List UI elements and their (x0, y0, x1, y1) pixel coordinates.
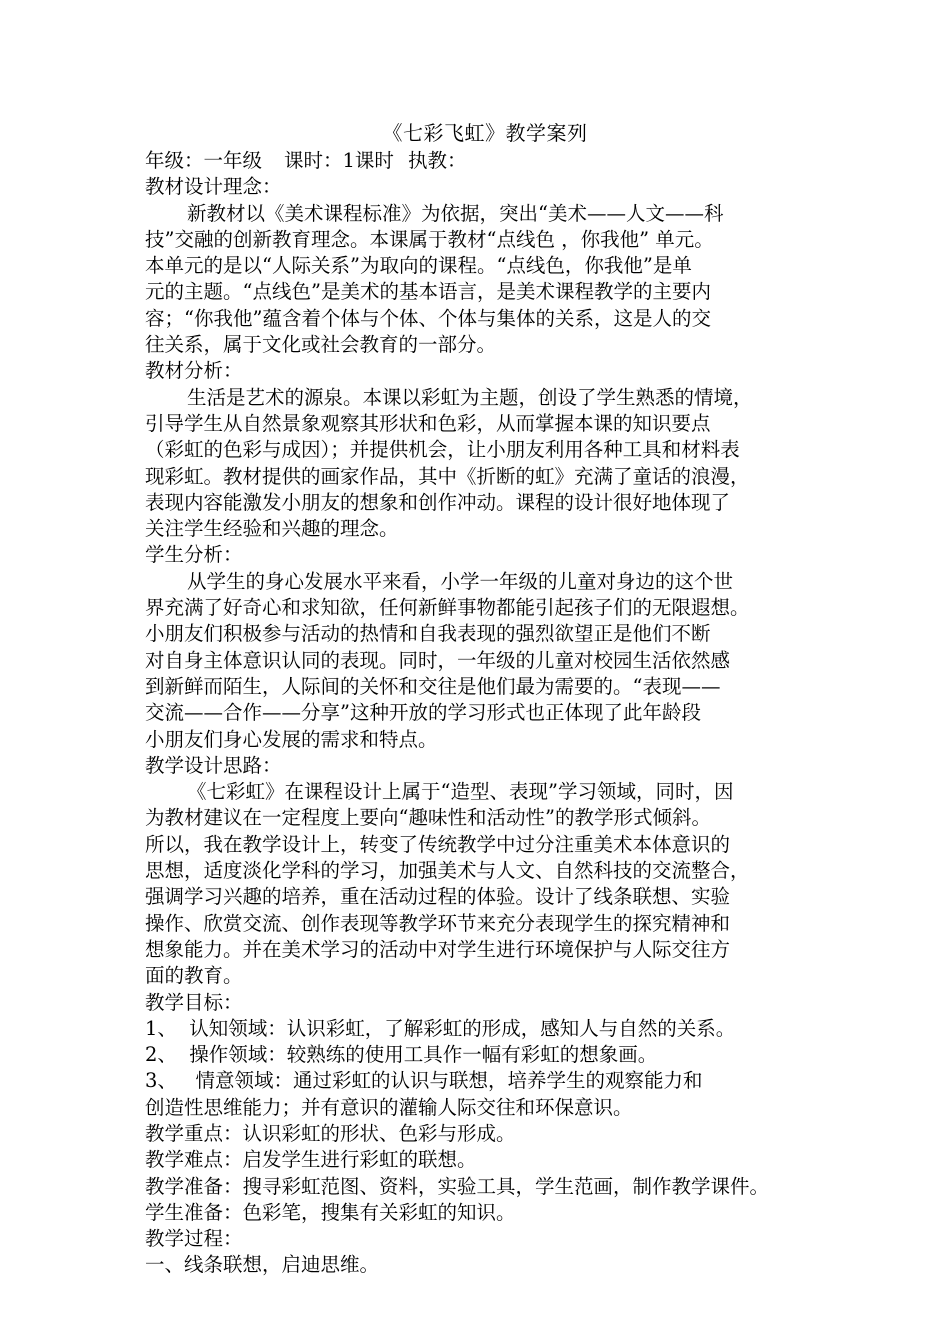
paragraph-line: 小朋友们身心发展的需求和特点。 (145, 727, 438, 751)
process-step-heading: 一、线条联想，启迪思维。 (145, 1253, 380, 1277)
paragraph-line: 往关系，属于文化或社会教育的一部分。 (145, 333, 497, 357)
paragraph-line: 现彩虹。教材提供的画家作品，其中《折断的虹》充满了童话的浪漫， (145, 464, 750, 488)
section-heading-design-concept: 教材设计理念： (145, 175, 282, 199)
meta-line (145, 148, 825, 174)
paragraph-line: 新教材以《美术课程标准》为依据，突出“美术——人文——科 (187, 201, 724, 225)
teacher-label: 执教： (407, 149, 467, 172)
section-heading-textbook-analysis: 教材分析： (145, 359, 243, 383)
paragraph-line: 交流——合作——分享”这种开放的学习形式也正体现了此年龄段 (145, 701, 701, 725)
paragraph-line: 面的教育。 (145, 964, 243, 988)
paragraph-line: 元的主题。“点线色”是美术的基本语言，是美术课程教学的主要内 (145, 280, 711, 304)
goal-item: 2、 操作领域：较熟练的使用工具作一幅有彩虹的想象画。 (145, 1043, 658, 1067)
teaching-difficulty: 教学难点：启发学生进行彩虹的联想。 (145, 1148, 477, 1172)
paragraph-line: 表现内容能激发小朋友的想象和创作冲动。课程的设计很好地体现了 (145, 490, 731, 514)
paragraph-line: 对自身主体意识认同的表现。同时，一年级的儿童对校园生活依然感 (145, 648, 731, 672)
paragraph-line: 为教材建议在一定程度上要向“趣味性和活动性”的教学形式倾斜。 (145, 806, 711, 830)
paragraph-line: 所以，我在教学设计上，转变了传统教学中过分注重美术本体意识的 (145, 832, 731, 856)
paragraph-line: 《七彩虹》在课程设计上属于“造型、表现”学习领域，同时，因 (187, 780, 734, 804)
paragraph-line: 操作、欣赏交流、创作表现等教学环节来充分表现学生的探究精神和 (145, 911, 731, 935)
goal-item: 1、 认知领域：认识彩虹，了解彩虹的形成，感知人与自然的关系。 (145, 1016, 736, 1040)
paragraph-line: 思想，适度淡化学科的学习，加强美术与人文、自然科技的交流整合， (145, 859, 750, 883)
section-heading-teaching-goals: 教学目标： (145, 990, 243, 1014)
student-preparation: 学生准备：色彩笔，搜集有关彩虹的知识。 (145, 1200, 516, 1224)
paragraph-line: 小朋友们积极参与活动的热情和自我表现的强烈欲望正是他们不断 (145, 622, 711, 646)
paragraph-line: 本单元的是以“人际关系”为取向的课程。“点线色，你我他”是单 (145, 254, 692, 278)
paragraph-line: 从学生的身心发展水平来看，小学一年级的儿童对身边的这个世 (187, 569, 734, 593)
paragraph-line: 容；“你我他”蕴含着个体与个体、个体与集体的关系，这是人的交 (145, 306, 711, 330)
teaching-focus: 教学重点：认识彩虹的形状、色彩与形成。 (145, 1121, 516, 1145)
goal-item-continued: 创造性思维能力；并有意识的灌输人际交往和环保意识。 (145, 1095, 633, 1119)
paragraph-line: 界充满了好奇心和求知欲，任何新鲜事物都能引起孩子们的无限遐想。 (145, 596, 750, 620)
section-heading-student-analysis: 学生分析： (145, 543, 243, 567)
hours-label: 课时：1课时 (284, 149, 394, 172)
goal-item: 3、 情意领域：通过彩虹的认识与联想，培养学生的观察能力和 (145, 1069, 703, 1093)
paragraph-line: 强调学习兴趣的培养，重在活动过程的体验。设计了线条联想、实验 (145, 885, 731, 909)
paragraph-line: 引导学生从自然景象观察其形状和色彩，从而掌握本课的知识要点 (145, 411, 711, 435)
paragraph-line: 生活是艺术的源泉。本课以彩虹为主题，创设了学生熟悉的情境， (187, 385, 753, 409)
section-heading-design-ideas: 教学设计思路： (145, 753, 282, 777)
paragraph-line: 到新鲜而陌生，人际间的关怀和交往是他们最为需要的。“表现—— (145, 674, 721, 698)
paragraph-line: 技”交融的创新教育理念。本课属于教材“点线色 ，你我他” 单元。 (145, 227, 714, 251)
section-heading-teaching-process: 教学过程： (145, 1227, 243, 1251)
teaching-preparation: 教学准备：搜寻彩虹范图、资料，实验工具，学生范画，制作教学课件。 (145, 1174, 770, 1198)
grade-label: 年级：一年级 (145, 149, 263, 172)
paragraph-line: 关注学生经验和兴趣的理念。 (145, 517, 399, 541)
paragraph-line: 想象能力。并在美术学习的活动中对学生进行环境保护与人际交往方 (145, 937, 731, 961)
document-title: 《七彩飞虹》教学案列 (382, 121, 588, 145)
document-page (145, 120, 825, 1279)
paragraph-line: （彩虹的色彩与成因）；并提供机会，让小朋友利用各种工具和材料表 (145, 438, 740, 462)
